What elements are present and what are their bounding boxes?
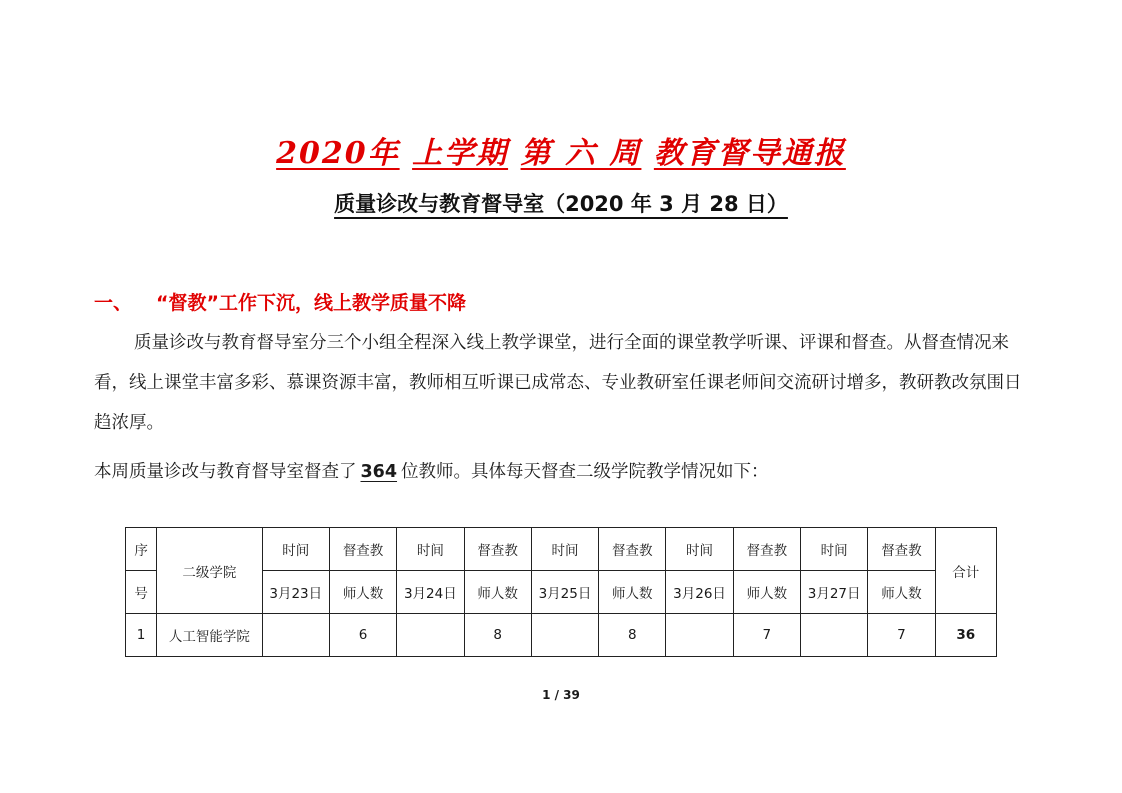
section-heading-text: “督教”工作下沉，线上教学质量不降 [156,292,466,314]
row-count: 6 [329,614,396,657]
title-label: 教育督导通报 [653,136,846,171]
section-heading [94,288,466,315]
page-number: 1 / 39 [542,688,580,702]
row-total: 36 [935,614,996,657]
count-header-bottom: 师人数 [329,571,396,614]
table-row [126,614,997,657]
seq-header-top: 序 [126,528,157,571]
title-year: 2020年 [276,136,400,171]
date-header: 3月23日 [262,571,329,614]
subtitle [0,188,1122,218]
row-time-cell [666,614,733,657]
date-header: 3月26日 [666,571,733,614]
time-header: 时间 [801,528,868,571]
table-header-row-1 [126,528,997,571]
count-header-bottom: 师人数 [599,571,666,614]
college-header: 二级学院 [157,528,262,614]
row-count: 8 [464,614,531,657]
row-time-cell [801,614,868,657]
teacher-count: 364 [360,462,398,482]
total-header: 合计 [935,528,996,614]
date-header: 3月25日 [531,571,598,614]
time-header: 时间 [531,528,598,571]
paragraph-2 [94,452,1034,492]
section-number: 一、 [94,292,133,314]
inspection-table [125,527,997,657]
paragraph-1: 质量诊改与教育督导室分三个小组全程深入线上教学课堂，进行全面的课堂教学听课、评课和督查。从督查情况来看，线上课堂丰富多彩、慕课资源丰富，教师相互听课已成常态、专业教研室任课老师间交流研讨增多，教研教改氛围日趋浓厚。 [94,333,1022,433]
bulletin-title [0,128,1122,172]
date-header: 3月24日 [397,571,464,614]
title-term: 上学期 [412,136,509,171]
row-seq: 1 [126,614,157,657]
row-time-cell [397,614,464,657]
row-college: 人工智能学院 [157,614,262,657]
count-header-bottom: 师人数 [464,571,531,614]
row-time-cell [531,614,598,657]
row-count: 7 [733,614,800,657]
time-header: 时间 [397,528,464,571]
count-header-top: 督查教 [868,528,935,571]
time-header: 时间 [666,528,733,571]
subtitle-text: 质量诊改与教育督导室（2020 年 3 月 28 日） [334,192,788,216]
row-count: 8 [599,614,666,657]
title-week: 第 六 周 [520,136,642,171]
paragraph-2-after: 位教师。具体每天督查二级学院教学情况如下： [401,462,769,482]
count-header-bottom: 师人数 [733,571,800,614]
count-header-top: 督查教 [329,528,396,571]
time-header: 时间 [262,528,329,571]
row-time-cell [262,614,329,657]
date-header: 3月27日 [801,571,868,614]
count-header-top: 督查教 [733,528,800,571]
paragraph-2-before: 本周质量诊改与教育督导室督查了 [94,462,357,482]
count-header-top: 督查教 [464,528,531,571]
seq-header-bottom: 号 [126,571,157,614]
count-header-bottom: 师人数 [868,571,935,614]
row-count: 7 [868,614,935,657]
count-header-top: 督查教 [599,528,666,571]
